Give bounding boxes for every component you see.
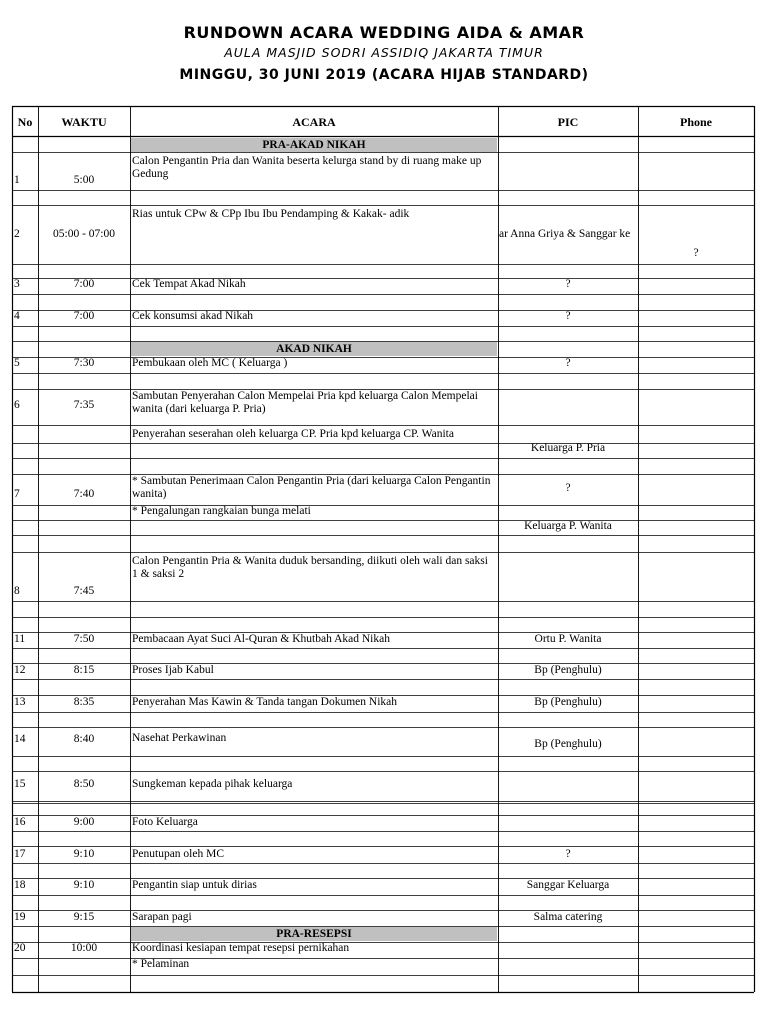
row-pic: Keluarga P. Wanita bbox=[524, 520, 612, 532]
row-waktu: 7:45 bbox=[73, 585, 95, 597]
header-no: No bbox=[17, 115, 33, 129]
row-acara: Penyerahan seserahan oleh keluarga CP. Pria kpd keluarga CP. Wanita bbox=[132, 428, 454, 440]
row-acara: Pengantin siap untuk dirias bbox=[132, 879, 257, 891]
row-waktu: 8:35 bbox=[73, 696, 95, 708]
header-pic: PIC bbox=[557, 115, 579, 129]
row-acara: Cek konsumsi akad Nikah bbox=[132, 310, 254, 322]
row-waktu: 9:10 bbox=[73, 879, 95, 891]
row-no: 7 bbox=[14, 488, 20, 500]
row-acara: Calon Pengantin Pria dan Wanita beserta kelurga stand by di ruang make up Gedung bbox=[132, 155, 482, 180]
row-no: 12 bbox=[14, 664, 26, 676]
header-acara: ACARA bbox=[292, 115, 336, 129]
row-phone: ? bbox=[693, 247, 699, 259]
row-pic: Sanggar Keluarga bbox=[526, 879, 610, 891]
row-acara: Koordinasi kesiapan tempat resepsi pernikahan bbox=[132, 942, 350, 954]
row-no: 1 bbox=[14, 174, 20, 186]
row-pic: Bp (Penghulu) bbox=[534, 738, 602, 750]
row-no: 16 bbox=[14, 816, 26, 828]
row-waktu: 9:10 bbox=[73, 848, 95, 860]
row-waktu: 10:00 bbox=[70, 942, 98, 954]
row-no: 2 bbox=[14, 228, 20, 240]
row-acara: Calon Pengantin Pria & Wanita duduk bersanding, diikuti oleh wali dan saksi 1 & saksi 2 bbox=[132, 555, 488, 580]
row-waktu: 5:00 bbox=[73, 174, 95, 186]
row-waktu: 7:00 bbox=[73, 278, 95, 290]
row-pic: ar Anna Griya & Sanggar ke bbox=[499, 228, 631, 240]
row-acara: Pembukaan oleh MC ( Keluarga ) bbox=[132, 357, 288, 369]
row-pic: Bp (Penghulu) bbox=[534, 664, 602, 676]
row-waktu: 8:50 bbox=[73, 778, 95, 790]
row-waktu: 05:00 - 07:00 bbox=[53, 228, 115, 240]
row-waktu: 7:40 bbox=[73, 488, 95, 500]
row-pic: ? bbox=[565, 310, 571, 322]
row-acara: Sungkeman kepada pihak keluarga bbox=[132, 778, 293, 790]
row-pic: ? bbox=[565, 482, 571, 494]
row-pic: Ortu P. Wanita bbox=[534, 633, 602, 645]
row-pic: ? bbox=[565, 848, 571, 860]
row-acara: * Sambutan Penerimaan Calon Pengantin Pria (dari keluarga Calon Pengantin wanita) bbox=[132, 475, 491, 500]
row-no: 17 bbox=[14, 848, 26, 860]
header-waktu: WAKTU bbox=[61, 115, 107, 129]
row-no: 4 bbox=[14, 310, 20, 322]
row-no: 18 bbox=[14, 879, 26, 891]
row-no: 15 bbox=[14, 778, 26, 790]
row-acara: Penyerahan Mas Kawin & Tanda tangan Dokumen Nikah bbox=[132, 696, 398, 708]
row-no: 6 bbox=[14, 399, 20, 411]
row-no: 11 bbox=[14, 633, 26, 645]
row-acara: Cek Tempat Akad Nikah bbox=[132, 278, 246, 290]
row-acara: Pembacaan Ayat Suci Al-Quran & Khutbah Akad Nikah bbox=[132, 633, 390, 645]
row-no: 3 bbox=[14, 278, 20, 290]
row-no: 14 bbox=[14, 733, 26, 745]
row-pic: ? bbox=[565, 278, 571, 290]
row-acara: Foto Keluarga bbox=[132, 816, 198, 828]
section-pra-akad: PRA-AKAD NIKAH bbox=[131, 138, 497, 152]
header-phone: Phone bbox=[679, 115, 712, 129]
row-pic: ? bbox=[565, 357, 571, 369]
row-no: 8 bbox=[14, 585, 20, 597]
row-waktu: 7:00 bbox=[73, 310, 95, 322]
row-waktu: 7:50 bbox=[73, 633, 95, 645]
row-acara: Penutupan oleh MC bbox=[132, 848, 224, 860]
row-waktu: 7:30 bbox=[73, 357, 95, 369]
row-waktu: 9:15 bbox=[73, 911, 95, 923]
document-title: RUNDOWN ACARA WEDDING AIDA & AMAR bbox=[183, 23, 585, 42]
row-acara: Sarapan pagi bbox=[132, 911, 192, 923]
section-akad: AKAD NIKAH bbox=[131, 342, 497, 356]
row-pic: Keluarga P. Pria bbox=[530, 442, 606, 454]
row-waktu: 7:35 bbox=[73, 399, 95, 411]
row-no: 20 bbox=[14, 942, 26, 954]
section-pra-resepsi: PRA-RESEPSI bbox=[131, 927, 497, 941]
row-waktu: 8:15 bbox=[73, 664, 95, 676]
row-acara: * Pelaminan bbox=[132, 958, 190, 970]
row-pic: Bp (Penghulu) bbox=[534, 696, 602, 708]
row-acara: Rias untuk CPw & CPp Ibu Ibu Pendamping & Kakak- adik bbox=[132, 208, 410, 220]
row-no: 13 bbox=[14, 696, 26, 708]
row-acara: Sambutan Penyerahan Calon Mempelai Pria kpd keluarga Calon Mempelai wanita (dari keluarga P. Pria) bbox=[132, 390, 478, 415]
row-acara: Nasehat Perkawinan bbox=[132, 732, 227, 744]
venue-subtitle: AULA MASJID SODRI ASSIDIQ JAKARTA TIMUR bbox=[224, 45, 544, 60]
row-no: 5 bbox=[14, 357, 20, 369]
row-acara: Proses Ijab Kabul bbox=[132, 664, 214, 676]
row-no: 19 bbox=[14, 911, 26, 923]
date-line: MINGGU, 30 JUNI 2019 (ACARA HIJAB STANDARD) bbox=[179, 67, 589, 83]
row-waktu: 8:40 bbox=[73, 733, 95, 745]
row-pic: Salma catering bbox=[533, 911, 603, 923]
row-waktu: 9:00 bbox=[73, 816, 95, 828]
row-acara: * Pengalungan rangkaian bunga melati bbox=[132, 505, 311, 517]
